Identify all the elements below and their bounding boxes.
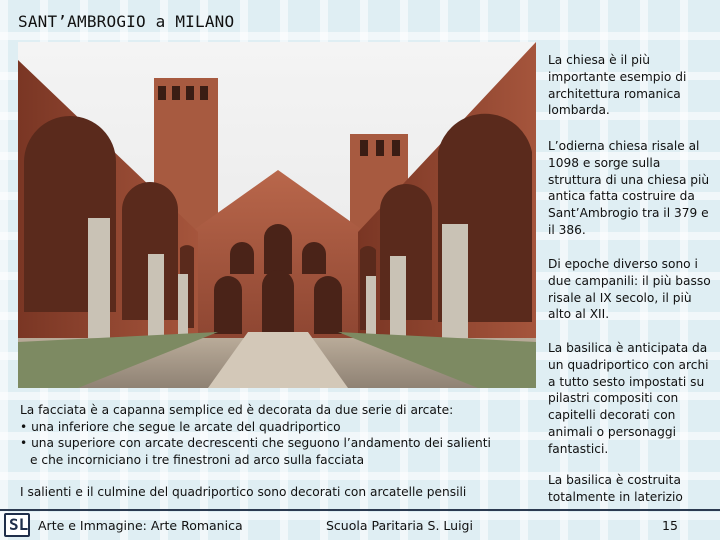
side-paragraph: La basilica è anticipata da un quadriportico con archi a tutto sesto impostati su pilastri compositi con capitelli decorati con animali o personaggi fantastici. [548, 341, 709, 456]
basilica-photo [18, 42, 536, 388]
side-paragraph: La basilica è costruita totalmente in laterizio [548, 473, 683, 504]
slide-title: SANT’AMBROGIO a MILANO [18, 12, 235, 31]
school-logo [4, 513, 30, 537]
footer-divider [0, 509, 720, 511]
basilica-illustration [18, 42, 536, 388]
side-paragraph: La chiesa è il più importante esempio di architettura romanica lombarda. [548, 53, 687, 118]
facade-bullet: • una superiore con arcate decrescenti che seguono l’andamento dei salienti [20, 436, 491, 451]
facade-bullet: • una inferiore che segue le arcate del quadriportico [20, 419, 341, 434]
footer-course: Arte e Immagine: Arte Romanica [38, 518, 243, 533]
logo-text: SL [9, 515, 29, 534]
side-paragraph: L’odierna chiesa risale al 1098 e sorge sulla struttura di una chiesa più antica fatta costruire da Sant’Ambrogio tra il 379 e il 386. [548, 139, 710, 237]
side-paragraph: Di epoche diverso sono i due campanili: il più basso risale al IX secolo, il più alto al XII. [548, 257, 711, 322]
footer-school: Scuola Paritaria S. Luigi [326, 518, 473, 533]
facade-description [20, 402, 536, 468]
salienti-note: I salienti e il culmine del quadriportico sono decorati con arcatelle pensili [20, 485, 467, 499]
facade-bullet-continuation: e che incorniciano i tre finestroni ad arco sulla facciata [30, 452, 365, 467]
facade-line: La facciata è a capanna semplice ed è decorata da due serie di arcate: [20, 403, 454, 417]
page-number: 15 [662, 518, 678, 533]
